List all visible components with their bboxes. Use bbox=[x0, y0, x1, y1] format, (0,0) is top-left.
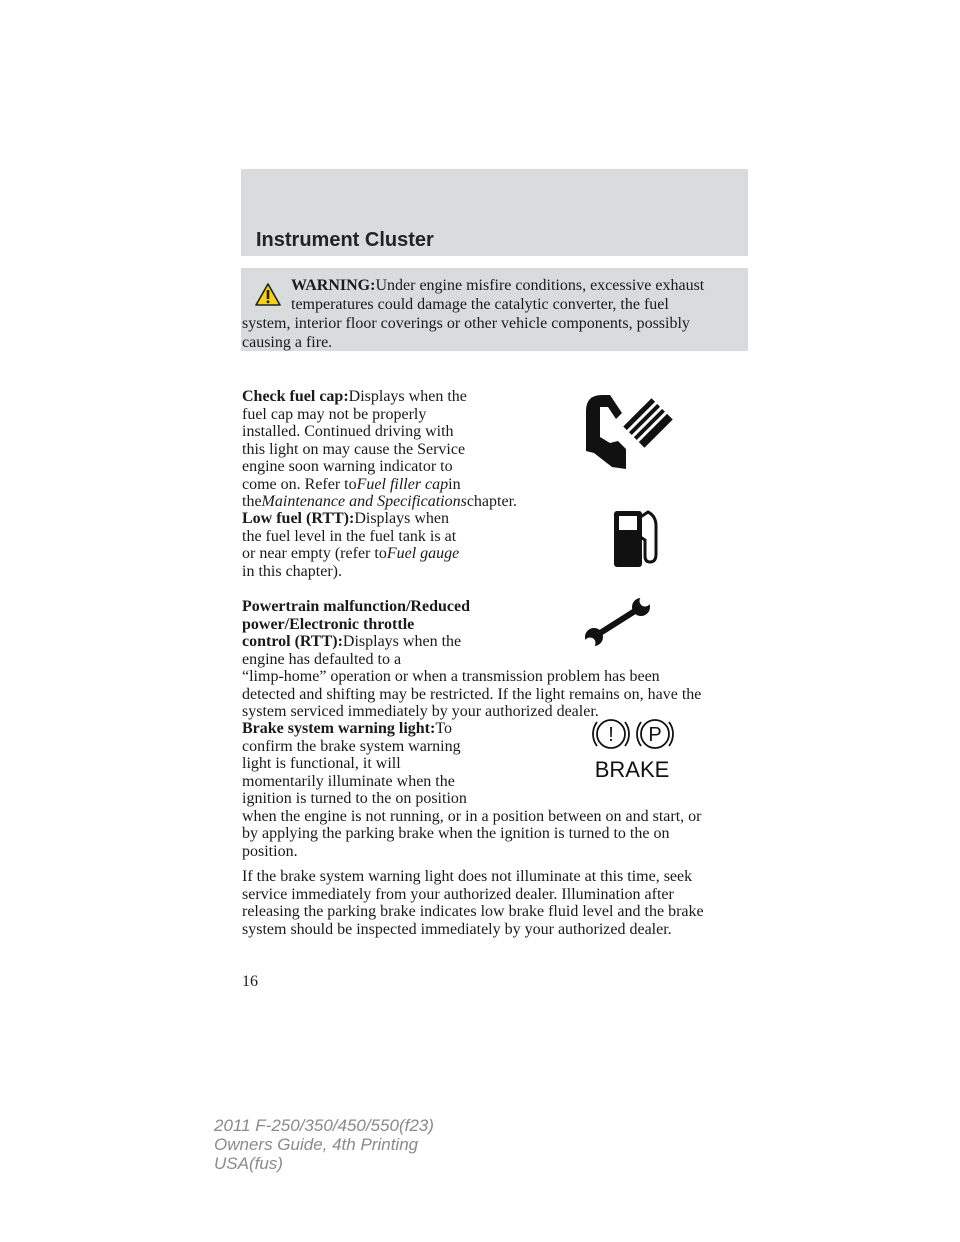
powertrain-paragraph: Powertrain malfunction/Reduced power/Electronic throttle control (RTT):Displays when the engine has defaulted to a “limp-home” operation or when a transmission problem has been detected and shifting may be restricted. If the light remains on, have the system serviced immediately by your authorized dealer. bbox=[242, 598, 702, 720]
brake-exclaim-glyph: ! bbox=[608, 724, 614, 746]
fuel-filler-cap-ref: Fuel filler cap bbox=[356, 475, 449, 493]
brake-followup-paragraph: If the brake system warning light does not illuminate at this time, seek service immediately from your authorized dealer. Illumination after releasing the parking brake indicates low brake fluid level and the brake system should be inspected immediately by your authorized dealer. bbox=[242, 868, 704, 938]
maintenance-ref: Maintenance and Specifications bbox=[261, 493, 467, 510]
wrench-icon bbox=[584, 598, 654, 646]
warning-text: WARNING:Under engine misfire conditions, excessive exhaust temperatures could damage the catalytic converter, the fuel system, interior floor coverings or other vehicle components, possibly causing a fire. bbox=[242, 277, 705, 351]
brake-paragraph: Brake system warning light:To confirm the brake system warning light is functional, it will momentarily illuminate when the ignition is turned to the on position when the engine is not running, or in a position between on and start, or by applying the parking brake when the ignition is turned to the on position. bbox=[242, 720, 702, 860]
fuel-cap-paragraph: Check fuel cap:Displays when the fuel cap may not be properly installed. Continued driving with this light on may cause the Service engine soon warning indicator to come on. Refer toFuel filler capin theMaintenance and Specificationschapter. bbox=[242, 388, 518, 510]
brake-word: BRAKE bbox=[594, 757, 670, 781]
page-title: Instrument Cluster bbox=[256, 229, 434, 251]
brake-warning-icon bbox=[584, 715, 680, 781]
low-fuel-label: Low fuel (RTT): bbox=[242, 510, 355, 527]
powertrain-label: Powertrain malfunction/Reduced bbox=[242, 598, 470, 615]
brake-warning-label: Brake system warning light: bbox=[242, 720, 436, 737]
check-fuel-cap-icon bbox=[584, 391, 676, 471]
brake-p-glyph: P bbox=[648, 724, 662, 746]
warning-label: WARNING: bbox=[291, 277, 376, 294]
fuel-cap-label: Check fuel cap: bbox=[242, 388, 349, 405]
footer: 2011 F-250/350/450/550(f23) Owners Guide, 4th Printing USA(fus) bbox=[214, 1116, 434, 1173]
fuel-gauge-ref: Fuel gauge bbox=[386, 545, 460, 562]
fuel-pump-icon bbox=[612, 508, 664, 570]
page-number: 16 bbox=[242, 973, 258, 990]
low-fuel-paragraph: Low fuel (RTT):Displays when the fuel level in the fuel tank is at or near empty (refer toFuel gauge in this chapter). bbox=[242, 510, 460, 580]
